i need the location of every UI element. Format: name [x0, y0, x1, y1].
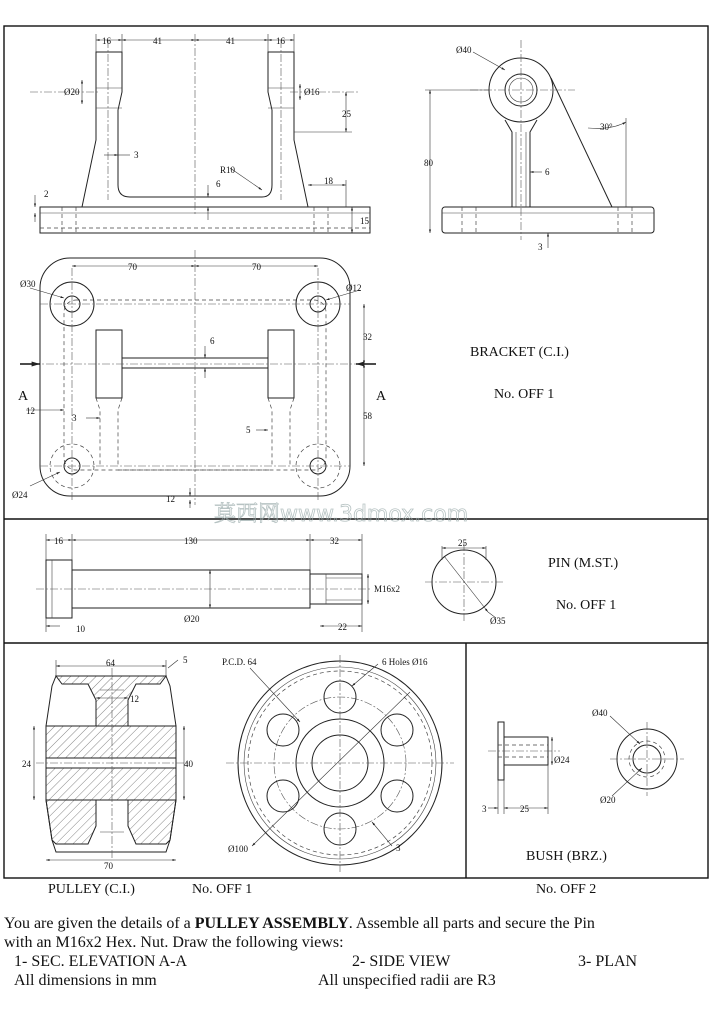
- instruction-line-2: with an M16x2 Hex. Nut. Draw the following views:: [4, 934, 344, 951]
- pin-dim-22: 22: [338, 622, 347, 632]
- dim-dia40: Ø40: [456, 45, 472, 55]
- dim-r10: R10: [220, 165, 236, 175]
- pin-qty: No. OFF 1: [556, 598, 617, 613]
- dim-41b: 41: [226, 36, 235, 46]
- pulley-dim-12: 12: [130, 694, 139, 704]
- dim-41a: 41: [153, 36, 162, 46]
- dim-58: 58: [363, 411, 372, 421]
- pulley-dim-dia100: Ø100: [228, 844, 248, 854]
- dim-dia24: Ø24: [12, 490, 28, 500]
- dim-32: 32: [363, 332, 372, 342]
- views-list: [4, 952, 710, 971]
- pin-views: [36, 534, 506, 634]
- assembly-name: PULLEY ASSEMBLY: [194, 915, 349, 932]
- pin-dim-130: 130: [184, 536, 198, 546]
- pin-dim-m16: M16x2: [374, 584, 401, 594]
- pulley-dim-70: 70: [104, 861, 113, 871]
- bush-dim-3: 3: [482, 804, 487, 814]
- dim-25: 25: [342, 109, 351, 119]
- view-item-1: 1- SEC. ELEVATION A-A: [14, 953, 188, 970]
- pulley-dim-5: 5: [183, 655, 188, 665]
- dim-15: 15: [360, 216, 369, 226]
- dim-12a: 12: [26, 406, 35, 416]
- pulley-dim-40: 40: [184, 759, 193, 769]
- pulley-title: PULLEY (C.I.): [48, 882, 135, 897]
- dim-dia20: Ø20: [64, 87, 80, 97]
- bracket-qty: No. OFF 1: [494, 387, 555, 402]
- bush-qty: No. OFF 2: [536, 882, 597, 897]
- dim-6a: 6: [216, 179, 221, 189]
- bush-views: [482, 708, 684, 814]
- pin-dim-dia35: Ø35: [490, 616, 506, 626]
- dim-3c: 3: [72, 413, 77, 423]
- pin-dim-dia20: Ø20: [184, 614, 200, 624]
- dim-12b: 12: [166, 494, 175, 504]
- dim-30deg: 30°: [600, 122, 613, 132]
- pin-title: PIN (M.ST.): [548, 556, 619, 571]
- dim-6b: 6: [545, 167, 550, 177]
- dim-3b: 3: [538, 242, 543, 252]
- pulley-dim-3: 3: [396, 843, 401, 853]
- dim-70b: 70: [252, 262, 261, 272]
- note-radii: All unspecified radii are R3: [318, 972, 496, 989]
- pulley-section: [22, 655, 194, 871]
- notes: [4, 971, 710, 990]
- dim-dia16: Ø16: [304, 87, 320, 97]
- dim-18: 18: [324, 176, 333, 186]
- dim-6c: 6: [210, 336, 215, 346]
- pulley-dim-holes: 6 Holes Ø16: [382, 657, 428, 667]
- dim-3a: 3: [134, 150, 139, 160]
- pulley-dim-pcd: P.C.D. 64: [222, 657, 257, 667]
- dim-5: 5: [246, 425, 251, 435]
- bush-dim-dia20: Ø20: [600, 795, 616, 805]
- view-item-2: 2- SIDE VIEW: [352, 953, 451, 970]
- bush-dim-dia40: Ø40: [592, 708, 608, 718]
- dim-2: 2: [44, 189, 49, 199]
- dim-16a: 16: [102, 36, 111, 46]
- pin-dim-16: 16: [54, 536, 63, 546]
- bush-dim-25: 25: [520, 804, 529, 814]
- instruction-line-1: You are given the details of a PULLEY ASSEMBLY. Assemble all parts and secure the Pin: [4, 915, 595, 932]
- bracket-plan: [12, 250, 387, 508]
- dim-16b: 16: [276, 36, 285, 46]
- section-mark-left: A: [18, 389, 29, 404]
- note-dimensions: All dimensions in mm: [14, 972, 157, 989]
- bush-title: BUSH (BRZ.): [526, 849, 607, 864]
- view-item-3: 3- PLAN: [578, 953, 638, 970]
- bracket-title: BRACKET (C.I.): [470, 345, 569, 360]
- dim-dia12: Ø12: [346, 283, 362, 293]
- pin-dim-32: 32: [330, 536, 339, 546]
- bracket-front-elevation: [30, 34, 370, 233]
- pulley-dim-24: 24: [22, 759, 31, 769]
- pin-dim-10: 10: [76, 624, 85, 634]
- dim-70a: 70: [128, 262, 137, 272]
- pulley-side-view: [222, 655, 454, 872]
- bush-dim-dia24: Ø24: [554, 755, 570, 765]
- dim-80: 80: [424, 158, 433, 168]
- section-mark-right: A: [376, 389, 387, 404]
- instructions: [4, 914, 710, 990]
- pin-dim-25: 25: [458, 538, 467, 548]
- watermark: 莫西网www.3dmox.com: [214, 502, 469, 527]
- bracket-side-view: [424, 40, 654, 252]
- pulley-qty: No. OFF 1: [192, 882, 253, 897]
- pulley-dim-64: 64: [106, 658, 115, 668]
- dim-dia30: Ø30: [20, 279, 36, 289]
